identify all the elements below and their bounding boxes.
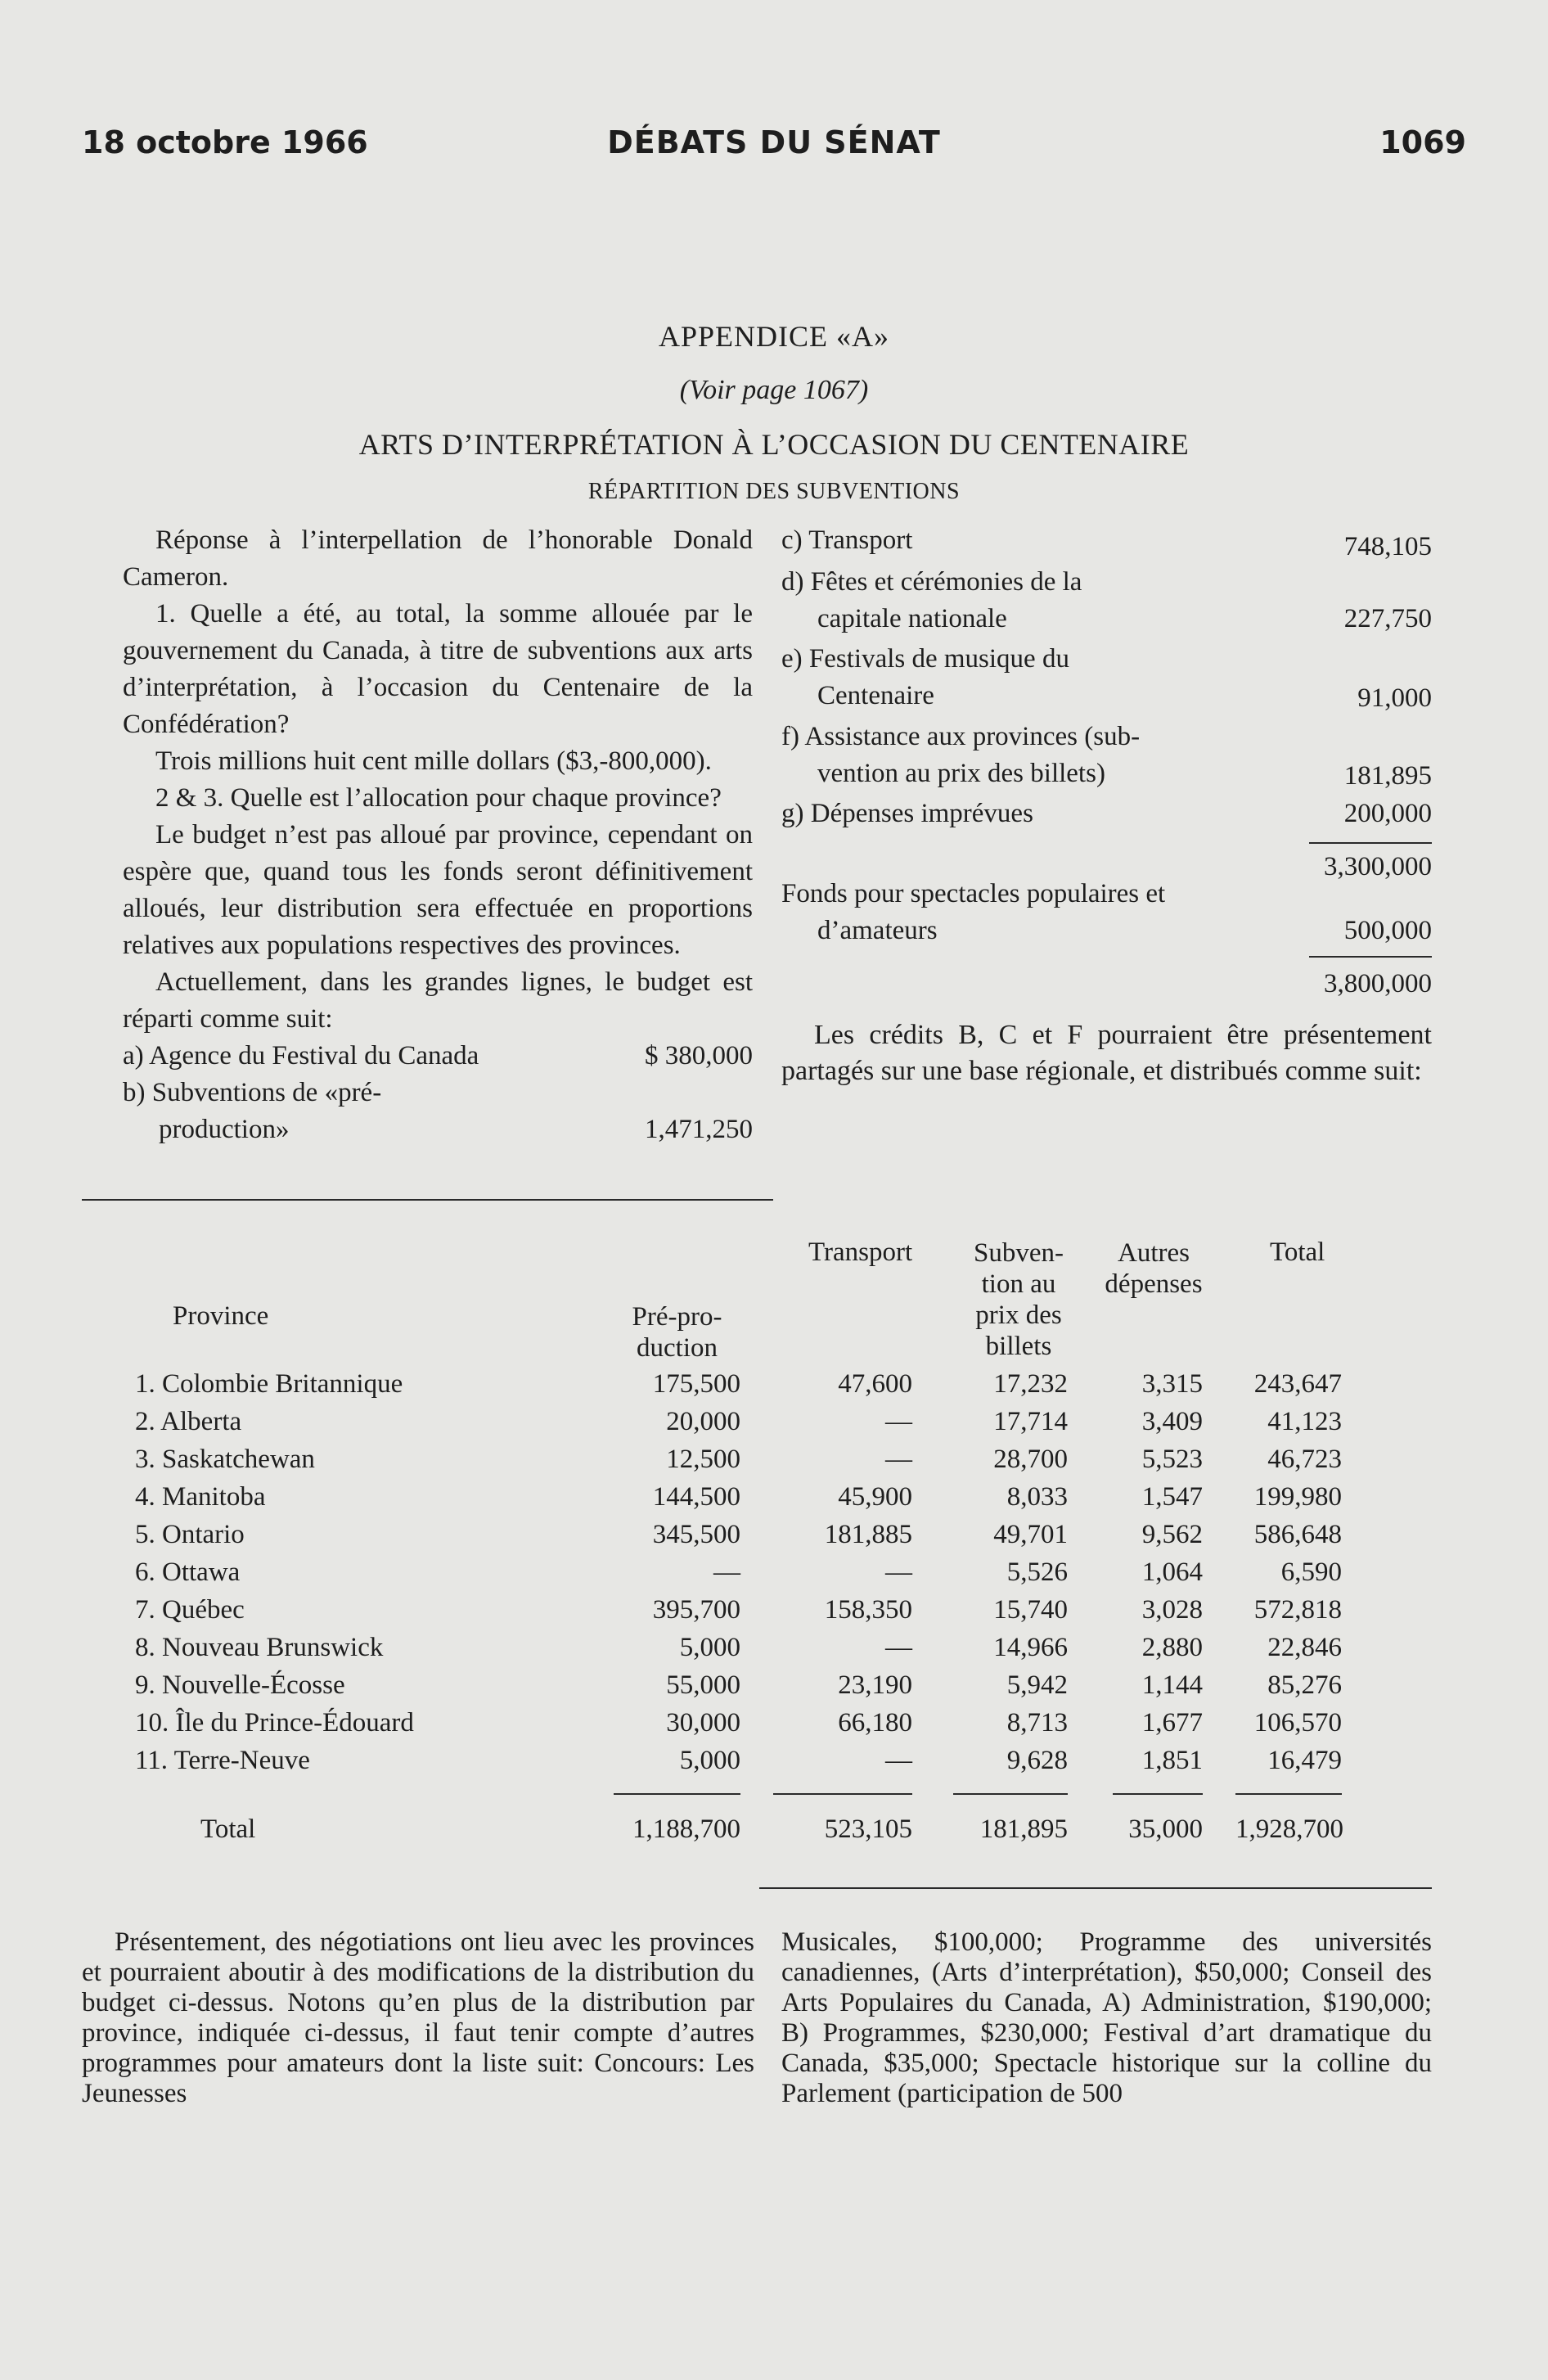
budget-item-b-label-cont: production» — [159, 1115, 290, 1144]
header-total: Total — [1270, 1237, 1325, 1267]
table-cell-autres: 9,562 — [1141, 1520, 1203, 1549]
header-subvention-line1: Subven- — [974, 1238, 1064, 1268]
budget-item-b — [123, 1075, 753, 1111]
header-autres-line1: Autres — [1118, 1238, 1190, 1268]
budget-item-e-label-cont: Centenaire — [817, 681, 934, 710]
budget-item-g — [781, 796, 1432, 832]
table-cell-transport: 23,190 — [838, 1670, 912, 1700]
table-row-province: 5. Ontario — [135, 1520, 245, 1549]
appendix-reference: (Voir page 1067) — [679, 375, 869, 405]
budget-item-g-amount: 200,000 — [1343, 799, 1432, 828]
table-cell-total: 16,479 — [1267, 1746, 1342, 1775]
table-cell-prepro: 12,500 — [666, 1445, 740, 1474]
header-transport: Transport — [808, 1237, 913, 1267]
table-cell-transport: 158,350 — [824, 1595, 912, 1625]
table-cell-subvention: 9,628 — [1006, 1746, 1068, 1775]
paragraph-answer-2-3: Le budget n’est pas alloué par province, cependant on espère que, quand tous les fonds seront définitivement alloués, leur distribution sera effectuée en proportions relatives aux populations respectives des provinces. — [123, 820, 753, 960]
table-cell-transport: — — [885, 1746, 912, 1775]
page-header — [82, 124, 1466, 165]
fonds-row-cont — [781, 913, 1432, 949]
subtotal-rule — [1309, 842, 1432, 844]
table-cell-autres: 2,880 — [1141, 1633, 1203, 1662]
budget-item-a-amount: $ 380,000 — [645, 1041, 753, 1071]
table-row-province: 2. Alberta — [135, 1407, 242, 1436]
bottom-right-paragraph: Musicales, $100,000; Programme des universités canadiennes, (Arts d’interprétation), $50,000; Conseil des Arts Populaires du Canada, A) Administration, $190,000; B) Programmes, $230,000; Festival d’art dramatique du Canada, $35,000; Spectacle historique sur la colline du Parlement (participation de 500 — [781, 1927, 1432, 2108]
total-row-transport: 523,105 — [824, 1814, 912, 1844]
table-cell-transport: — — [885, 1557, 912, 1587]
table-cell-subvention: 49,701 — [993, 1520, 1068, 1549]
regional-note: Les crédits B, C et F pourraient être présentement partagés sur une base régionale, et distribués comme suit: — [781, 1020, 1432, 1086]
total-rule-subvention — [953, 1793, 1068, 1795]
budget-item-e-cont — [781, 678, 1432, 714]
budget-item-e-label: e) Festivals de musique du — [781, 644, 1069, 674]
fonds-row — [781, 876, 1432, 913]
header-subvention-line4: billets — [985, 1332, 1052, 1361]
budget-item-f-label-cont: vention au prix des billets) — [817, 759, 1105, 788]
table-cell-total: 106,570 — [1253, 1708, 1342, 1738]
appendix-title: APPENDICE «A» — [658, 320, 889, 353]
budget-item-e-amount: 91,000 — [1357, 683, 1432, 713]
table-cell-transport: 181,885 — [824, 1520, 912, 1549]
table-cell-autres: 1,064 — [1141, 1557, 1203, 1587]
fonds-label: Fonds pour spectacles populaires et — [781, 879, 1166, 908]
table-cell-transport: — — [885, 1633, 912, 1662]
table-row-province: 7. Québec — [135, 1595, 245, 1625]
header-province: Province — [173, 1301, 269, 1331]
table-cell-prepro: 55,000 — [666, 1670, 740, 1700]
total-rule-transport — [773, 1793, 912, 1795]
bottom-left-paragraph: Présentement, des négotiations ont lieu avec les provinces et pourraient aboutir à des modifications de la distribution du budget ci-dessus. Notons qu’en plus de la distribution par province, indiquée ci-dessus, il faut tenir compte d’autres programmes pour amateurs dont la liste suit: Concours: Les Jeunesses — [82, 1927, 754, 2108]
table-bottom-rule — [759, 1887, 1432, 1889]
budget-total-row — [781, 966, 1432, 1003]
table-cell-subvention: 14,966 — [993, 1633, 1068, 1662]
total-rule-wrap — [781, 949, 1432, 966]
budget-total-amount: 3,800,000 — [1324, 969, 1432, 998]
table-cell-prepro: 175,500 — [652, 1369, 740, 1399]
budget-item-c-label: c) Transport — [781, 525, 913, 555]
paragraph-answer-1: Trois millions huit cent mille dollars ($3,-800,000). — [155, 746, 712, 776]
table-cell-prepro: 345,500 — [652, 1520, 740, 1549]
fonds-amount: 500,000 — [1343, 916, 1432, 945]
header-subvention — [961, 1237, 1076, 1362]
total-rule-total — [1235, 1793, 1342, 1795]
header-autres-line2: dépenses — [1105, 1269, 1203, 1299]
budget-item-b-amount: 1,471,250 — [645, 1115, 753, 1144]
table-cell-total: 6,590 — [1280, 1557, 1342, 1587]
budget-item-d — [781, 564, 1432, 601]
table-cell-autres: 1,851 — [1141, 1746, 1203, 1775]
table-cell-prepro: 5,000 — [679, 1633, 740, 1662]
header-preproduction — [614, 1301, 740, 1364]
table-row-province: 10. Île du Prince-Édouard — [135, 1708, 414, 1738]
header-subvention-line2: tion au — [981, 1269, 1056, 1299]
table-cell-total: 199,980 — [1253, 1482, 1342, 1512]
table-cell-transport: — — [885, 1407, 912, 1436]
total-row-autres: 35,000 — [1128, 1814, 1203, 1844]
table-cell-total: 22,846 — [1267, 1633, 1342, 1662]
table-cell-autres: 1,144 — [1141, 1670, 1203, 1700]
budget-item-d-amount: 227,750 — [1343, 604, 1432, 633]
table-cell-transport: 66,180 — [838, 1708, 912, 1738]
right-column — [781, 522, 1432, 1089]
table-cell-transport: — — [885, 1445, 912, 1474]
header-title: DÉBATS DU SÉNAT — [607, 124, 941, 160]
budget-item-c-amount: 748,105 — [1343, 532, 1432, 561]
left-column — [123, 522, 753, 1148]
table-cell-autres: 3,028 — [1141, 1595, 1203, 1625]
table-cell-transport: 47,600 — [838, 1369, 912, 1399]
budget-item-d-label-cont: capitale nationale — [817, 604, 1007, 633]
fonds-label-cont: d’amateurs — [817, 916, 938, 945]
paragraph-interpellation: Réponse à l’interpellation de l’honorable Donald Cameron. — [123, 525, 753, 592]
table-cell-total: 243,647 — [1253, 1369, 1342, 1399]
table-row-province: 8. Nouveau Brunswick — [135, 1633, 384, 1662]
table-cell-subvention: 15,740 — [993, 1595, 1068, 1625]
table-cell-total: 586,648 — [1253, 1520, 1342, 1549]
budget-item-d-label: d) Fêtes et cérémonies de la — [781, 567, 1082, 597]
budget-item-d-cont — [781, 601, 1432, 638]
header-autres — [1096, 1237, 1211, 1300]
paragraph-budget-intro: Actuellement, dans les grandes lignes, le budget est réparti comme suit: — [123, 967, 753, 1034]
header-date: 18 octobre 1966 — [82, 124, 368, 160]
total-rule — [1309, 956, 1432, 958]
table-row-province: 6. Ottawa — [135, 1557, 241, 1587]
table-cell-total: 572,818 — [1253, 1595, 1342, 1625]
table-cell-autres: 3,315 — [1141, 1369, 1203, 1399]
paragraph-question-2-3: 2 & 3. Quelle est l’allocation pour chaque province? — [155, 783, 722, 813]
budget-item-b-cont — [123, 1111, 753, 1148]
table-row-province: 11. Terre-Neuve — [135, 1746, 310, 1775]
table-cell-transport: 45,900 — [838, 1482, 912, 1512]
table-cell-subvention: 28,700 — [993, 1445, 1068, 1474]
table-cell-prepro: 5,000 — [679, 1746, 740, 1775]
table-cell-prepro: 30,000 — [666, 1708, 740, 1738]
paragraph-question-1: 1. Quelle a été, au total, la somme allouée par le gouvernement du Canada, à titre de subventions aux arts d’interprétation, à l’occasion du Centenaire de la Confédération? — [123, 599, 753, 739]
total-row-total: 1,928,700 — [1235, 1814, 1343, 1844]
budget-item-g-label: g) Dépenses imprévues — [781, 799, 1033, 828]
budget-item-f-label: f) Assistance aux provinces (sub- — [781, 722, 1141, 751]
table-row-province: 3. Saskatchewan — [135, 1445, 315, 1474]
table-cell-prepro: — — [713, 1557, 740, 1587]
table-cell-prepro: 395,700 — [652, 1595, 740, 1625]
budget-item-c — [781, 522, 1432, 559]
table-row-province: 9. Nouvelle-Écosse — [135, 1670, 345, 1700]
table-cell-autres: 1,547 — [1141, 1482, 1203, 1512]
appendix-heading: ARTS D’INTERPRÉTATION À L’OCCASION DU CENTENAIRE — [358, 428, 1190, 461]
table-cell-subvention: 8,033 — [1006, 1482, 1068, 1512]
appendix-subheading: RÉPARTITION DES SUBVENTIONS — [587, 479, 961, 504]
header-preproduction-line1: Pré-pro- — [632, 1302, 722, 1332]
total-row-prepro: 1,188,700 — [632, 1814, 740, 1844]
table-cell-prepro: 20,000 — [666, 1407, 740, 1436]
header-subvention-line3: prix des — [975, 1300, 1062, 1330]
table-row-province: 1. Colombie Britannique — [135, 1369, 403, 1399]
budget-item-a — [123, 1038, 753, 1075]
budget-item-a-label: a) Agence du Festival du Canada — [123, 1041, 479, 1071]
subtotal-amount: 3,300,000 — [1324, 852, 1432, 881]
table-cell-prepro: 144,500 — [652, 1482, 740, 1512]
table-cell-autres: 5,523 — [1141, 1445, 1203, 1474]
header-preproduction-line2: duction — [637, 1333, 718, 1363]
table-row-province: 4. Manitoba — [135, 1482, 266, 1512]
total-rule-prepro — [614, 1793, 740, 1795]
table-cell-subvention: 17,714 — [993, 1407, 1068, 1436]
budget-item-f-amount: 181,895 — [1343, 761, 1432, 791]
table-cell-total: 46,723 — [1267, 1445, 1342, 1474]
table-top-rule — [82, 1199, 773, 1201]
table-cell-autres: 1,677 — [1141, 1708, 1203, 1738]
total-rule-autres — [1113, 1793, 1203, 1795]
table-cell-total: 41,123 — [1267, 1407, 1342, 1436]
header-page-number: 1069 — [1379, 124, 1466, 160]
table-cell-subvention: 17,232 — [993, 1369, 1068, 1399]
table-cell-total: 85,276 — [1267, 1670, 1342, 1700]
table-cell-subvention: 5,526 — [1006, 1557, 1068, 1587]
budget-item-f-cont — [781, 755, 1432, 792]
budget-item-b-label: b) Subventions de «pré- — [123, 1078, 382, 1107]
budget-item-f — [781, 719, 1432, 755]
table-cell-subvention: 8,713 — [1006, 1708, 1068, 1738]
total-row-subvention: 181,895 — [979, 1814, 1068, 1844]
table-cell-autres: 3,409 — [1141, 1407, 1203, 1436]
subtotal-rule-wrap — [781, 832, 1432, 849]
budget-item-e — [781, 641, 1432, 678]
total-row-label: Total — [200, 1814, 256, 1844]
table-cell-subvention: 5,942 — [1006, 1670, 1068, 1700]
